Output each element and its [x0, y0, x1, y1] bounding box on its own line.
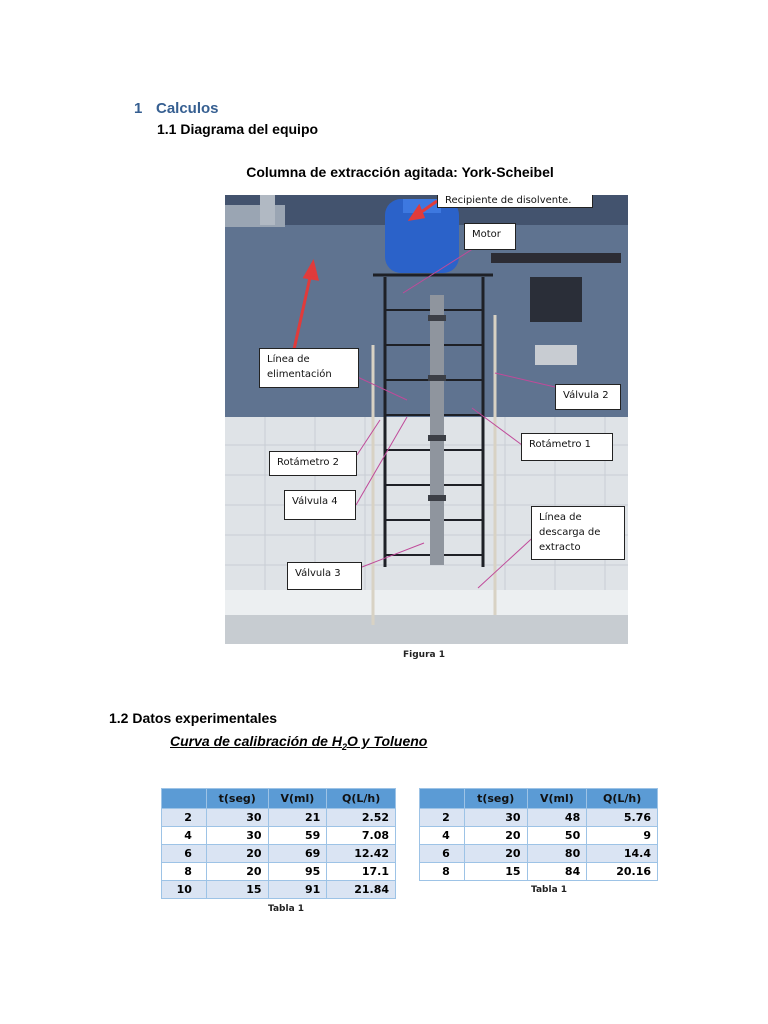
- equipment-photo: [225, 195, 628, 644]
- table-header-cell: [420, 789, 465, 809]
- table-cell: 4: [162, 827, 207, 845]
- callout-valvula-2: Válvula 2: [555, 384, 621, 410]
- callout-rotametro-2: Rotámetro 2: [269, 451, 357, 476]
- table-row: [162, 827, 396, 845]
- callout-rotametro-1: Rotámetro 1: [521, 433, 613, 461]
- table-cell: 80: [527, 845, 587, 863]
- table-cell: 95: [268, 863, 327, 881]
- table-cell: 10: [162, 881, 207, 899]
- table-cell: 17.1: [327, 863, 396, 881]
- table-header-cell: t(seg): [464, 789, 527, 809]
- figure-caption: Figura 1: [403, 650, 445, 660]
- table-cell: 12.42: [327, 845, 396, 863]
- table-cell: 91: [268, 881, 327, 899]
- table-cell: 6: [420, 845, 465, 863]
- table-cell: 20: [464, 845, 527, 863]
- table-cell: 2: [162, 809, 207, 827]
- table-header-row: [162, 789, 396, 809]
- table-cell: 5.76: [587, 809, 658, 827]
- table-cell: 30: [206, 827, 268, 845]
- table-2-caption: Tabla 1: [531, 885, 568, 895]
- table-row: [162, 881, 396, 899]
- table-header-row: [420, 789, 658, 809]
- figure-title: Columna de extracción agitada: York-Scheibel: [246, 164, 554, 180]
- table-cell: 20: [206, 845, 268, 863]
- callout-valvula-3: Válvula 3: [287, 562, 362, 590]
- table-row: [420, 827, 658, 845]
- table-header-cell: Q(L/h): [587, 789, 658, 809]
- table-cell: 15: [206, 881, 268, 899]
- table-row: [162, 863, 396, 881]
- table-header-cell: V(ml): [527, 789, 587, 809]
- table-cell: 30: [464, 809, 527, 827]
- table-row: [420, 845, 658, 863]
- table-cell: 30: [206, 809, 268, 827]
- subtitle-text-post: O y Tolueno: [346, 733, 428, 749]
- table-cell: 15: [464, 863, 527, 881]
- table-cell: 2: [420, 809, 465, 827]
- calibration-table-1: [161, 788, 396, 899]
- callout-valvula-4: Válvula 4: [284, 490, 356, 520]
- table-header-cell: V(ml): [268, 789, 327, 809]
- table-cell: 59: [268, 827, 327, 845]
- table-cell: 8: [162, 863, 207, 881]
- calibration-subtitle: [170, 733, 427, 752]
- callout-recipiente: Recipiente de disolvente.: [437, 195, 593, 208]
- table-header-cell: [162, 789, 207, 809]
- table-cell: 48: [527, 809, 587, 827]
- table-cell: 69: [268, 845, 327, 863]
- table-cell: 20.16: [587, 863, 658, 881]
- table-header-cell: Q(L/h): [327, 789, 396, 809]
- callout-motor: Motor: [464, 223, 516, 250]
- subtitle-text-pre: Curva de calibración de H: [170, 733, 342, 749]
- subtitle-subscript: 2: [341, 741, 347, 752]
- callout-linea-descarga: Línea de descarga de extracto: [531, 506, 625, 560]
- table-cell: 50: [527, 827, 587, 845]
- table-1-caption: Tabla 1: [268, 904, 305, 914]
- equipment-photo-drawing: [225, 195, 628, 644]
- subsection-heading-data: 1.2 Datos experimentales: [109, 710, 278, 726]
- section-heading: [134, 100, 219, 117]
- section-title: Calculos: [156, 100, 219, 117]
- table-row: [162, 845, 396, 863]
- section-number: 1: [134, 100, 143, 117]
- table-cell: 4: [420, 827, 465, 845]
- subsection-heading-diagram: 1.1 Diagrama del equipo: [157, 121, 319, 137]
- table-cell: 84: [527, 863, 587, 881]
- table-cell: 14.4: [587, 845, 658, 863]
- callout-linea-alimentacion: Línea de elimentación: [259, 348, 359, 388]
- table-row: [420, 863, 658, 881]
- table-cell: 7.08: [327, 827, 396, 845]
- table-cell: 21: [268, 809, 327, 827]
- table-cell: 21.84: [327, 881, 396, 899]
- table-cell: 20: [206, 863, 268, 881]
- table-cell: 9: [587, 827, 658, 845]
- table-cell: 2.52: [327, 809, 396, 827]
- calibration-table-2: [419, 788, 658, 881]
- table-header-cell: t(seg): [206, 789, 268, 809]
- table-row: [420, 809, 658, 827]
- table-row: [162, 809, 396, 827]
- table-cell: 20: [464, 827, 527, 845]
- table-cell: 8: [420, 863, 465, 881]
- table-cell: 6: [162, 845, 207, 863]
